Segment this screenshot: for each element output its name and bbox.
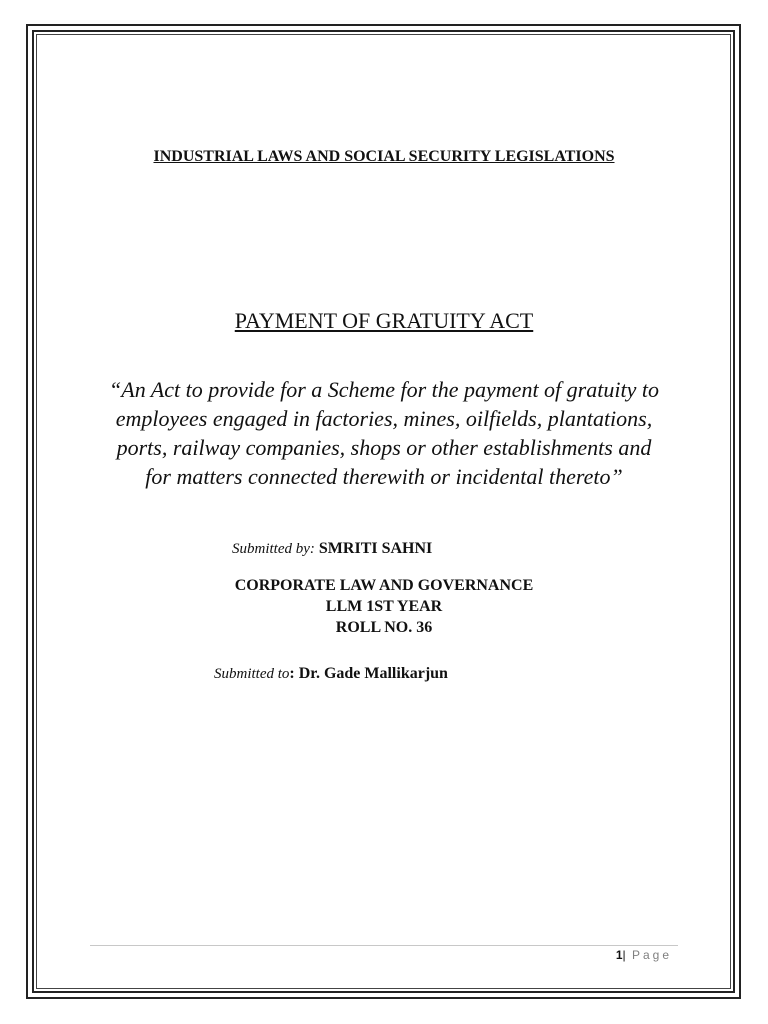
document-title: PAYMENT OF GRATUITY ACT xyxy=(234,308,534,333)
submitted-to-label: Submitted to xyxy=(214,666,290,682)
submitted-to xyxy=(214,665,448,683)
quote-line: employees engaged in factories, mines, oilfields, plantations, xyxy=(115,406,653,431)
course-year: LLM 1ST YEAR xyxy=(325,598,443,615)
submitted-to-name: : Dr. Gade Mallikarjun xyxy=(289,665,448,682)
submitted-by-label: Submitted by: xyxy=(232,541,315,557)
roll-number: ROLL NO. 36 xyxy=(335,619,433,636)
subject-heading: INDUSTRIAL LAWS AND SOCIAL SECURITY LEGISLATIONS xyxy=(153,148,615,165)
quote-line: “An Act to provide for a Scheme for the payment of gratuity to xyxy=(109,377,659,402)
quote-line: for matters connected therewith or incidental thereto” xyxy=(145,464,623,489)
course-name: CORPORATE LAW AND GOVERNANCE xyxy=(234,577,534,594)
quote-line: ports, railway companies, shops or other establishments and xyxy=(116,435,652,460)
page-number: 1 xyxy=(615,948,623,962)
page-border-innermost xyxy=(36,34,731,989)
footer-divider xyxy=(90,945,678,946)
submitted-by xyxy=(232,540,432,558)
act-description-quote xyxy=(70,375,698,491)
page-separator: | xyxy=(622,948,626,962)
submitted-by-name: SMRITI SAHNI xyxy=(318,540,433,557)
page-word: Page xyxy=(625,948,672,962)
student-details xyxy=(0,575,768,638)
page-footer xyxy=(616,948,672,962)
